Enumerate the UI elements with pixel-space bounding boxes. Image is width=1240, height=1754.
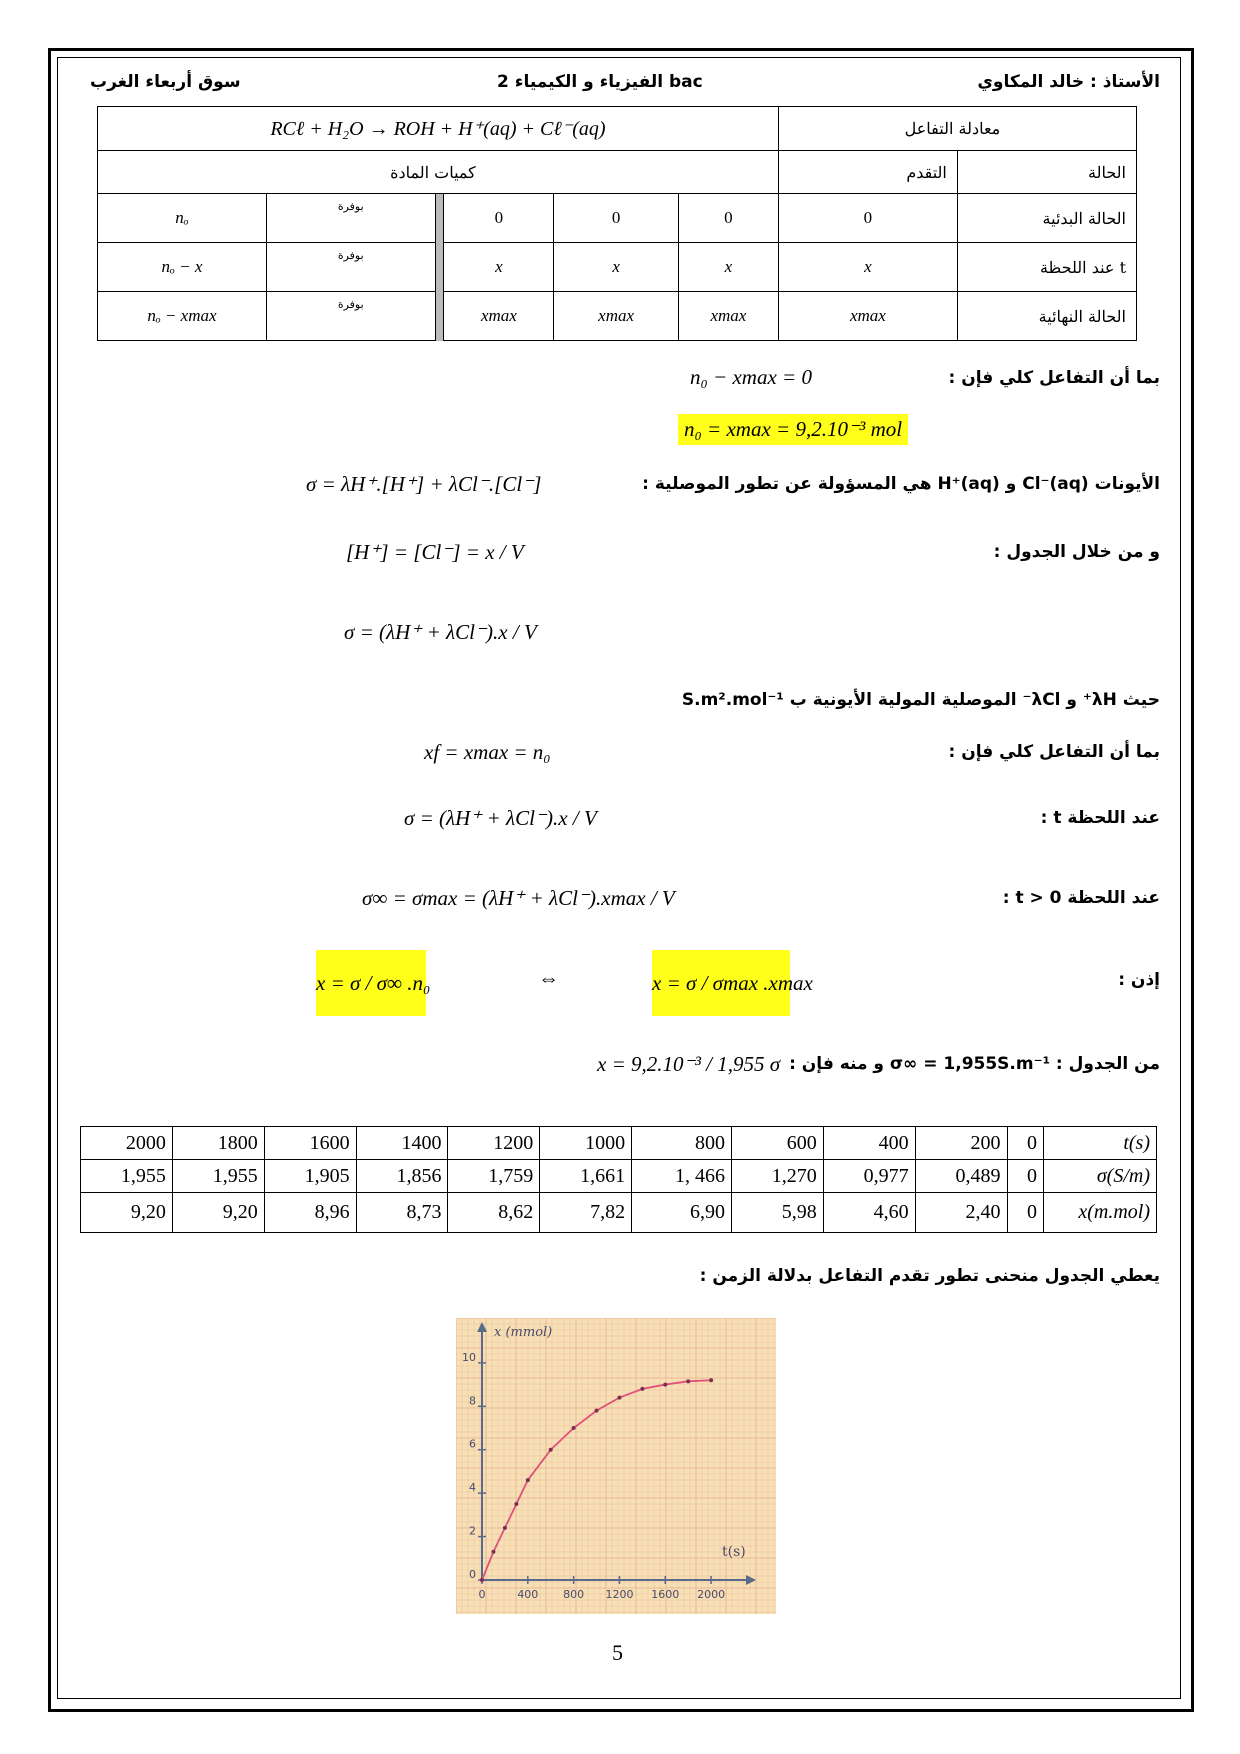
eq-x-sigma-inf: x = σ / σ∞ .n₀ <box>316 950 426 1016</box>
quantities-label: كميات المادة <box>98 151 779 194</box>
cl-final: xmax <box>678 292 778 341</box>
roh-final: xmax <box>444 292 554 341</box>
data-point <box>686 1379 690 1383</box>
advance-cell: 4,60 <box>823 1193 915 1233</box>
from-table-text: و من خلال الجدول : <box>993 542 1160 562</box>
data-point <box>526 1478 530 1482</box>
water-excess: بوفرة <box>266 292 435 341</box>
equivalence-symbol: ⇔ <box>538 966 559 990</box>
x-tick-label: 0 <box>478 1588 486 1601</box>
advance-cell: 5,98 <box>731 1193 823 1233</box>
conductivity-cell: 1,955 <box>81 1160 173 1193</box>
time-cell: 2000 <box>81 1127 173 1160</box>
conductivity-cell: 1,270 <box>731 1160 823 1193</box>
at-t-text: عند اللحظة t : <box>1040 808 1160 828</box>
x-tick-label: 1200 <box>605 1588 634 1601</box>
eq-x-final: x = 9,2.10⁻³ / 1,955 σ <box>597 1052 781 1076</box>
ions-text: الأيونات Cl⁻(aq) و H⁺(aq) هي المسؤولة عن تطور الموصلية : <box>642 474 1160 494</box>
progress-chart <box>456 1318 776 1614</box>
column-separator <box>435 292 444 341</box>
time-cell: 1400 <box>356 1127 448 1160</box>
time-cell: 1000 <box>540 1127 632 1160</box>
rcl-t: nₒ − x <box>98 243 267 292</box>
where-text: حيث λH⁺ و λCl⁻ الموصلية المولية الأيونية ب S.m².mol⁻¹ <box>681 690 1160 710</box>
at-t0-text: عند اللحظة t > 0 : <box>1002 888 1160 908</box>
state-t: عند اللحظة t <box>957 243 1136 292</box>
conductivity-cell: 1,759 <box>448 1160 540 1193</box>
advance-cell: 0 <box>1007 1193 1043 1233</box>
conductivity-cell: 1,856 <box>356 1160 448 1193</box>
teacher-name: الأستاذ : خالد المكاوي <box>977 72 1160 92</box>
advance-cell: 8,62 <box>448 1193 540 1233</box>
data-point <box>709 1378 713 1382</box>
reaction-equation: RCℓ + H₂O → ROH + H⁺(aq) + Cℓ⁻(aq) <box>98 107 779 151</box>
curve-intro-text: يعطي الجدول منحنى تطور تقدم التفاعل بدلالة الزمن : <box>699 1266 1160 1286</box>
conductivity-cell: 1, 466 <box>632 1160 732 1193</box>
time-cell: 0 <box>1007 1127 1043 1160</box>
eq-sigma-inf: σ∞ = σmax = (λH⁺ + λCl⁻).xmax / V <box>362 886 675 910</box>
conductivity-cell: 0,977 <box>823 1160 915 1193</box>
y-tick-label: 6 <box>469 1437 476 1451</box>
page-number: 5 <box>612 1640 623 1665</box>
time-cell: 1200 <box>448 1127 540 1160</box>
advance-label: التقدم <box>778 151 957 194</box>
advance-cell: 7,82 <box>540 1193 632 1233</box>
roh-t: x <box>444 243 554 292</box>
state-final: الحالة النهائية <box>957 292 1136 341</box>
state-label: الحالة <box>957 151 1136 194</box>
eq-n0-minus-xmax: n₀ − xmax = 0 <box>690 365 812 389</box>
advance-cell: 6,90 <box>632 1193 732 1233</box>
advance-cell: 8,73 <box>356 1193 448 1233</box>
eq-sigma-x: σ = (λH⁺ + λCl⁻).x / V <box>344 620 537 644</box>
x-tick-label: 1600 <box>651 1588 680 1601</box>
conductivity-header: σ(S/m) <box>1044 1160 1157 1193</box>
data-point <box>572 1426 576 1430</box>
water-excess: بوفرة <box>266 194 435 243</box>
data-point <box>617 1396 621 1400</box>
data-point <box>491 1550 495 1554</box>
data-point <box>549 1448 553 1452</box>
data-point <box>514 1502 518 1506</box>
data-point <box>595 1409 599 1413</box>
advance-final: xmax <box>778 292 957 341</box>
data-point <box>503 1526 507 1530</box>
column-separator <box>435 243 444 292</box>
roh-initial: 0 <box>444 194 554 243</box>
y-axis-label: x (mmol) <box>494 1325 553 1340</box>
y-tick-label: 0 <box>469 1568 476 1581</box>
advance-header: x(m.mol) <box>1044 1193 1157 1233</box>
y-tick-label: 8 <box>469 1394 476 1408</box>
time-cell: 1600 <box>264 1127 356 1160</box>
total-reaction-text: بما أن التفاعل كلي فإن : <box>948 368 1160 388</box>
x-tick-label: 800 <box>563 1588 585 1601</box>
conductivity-cell: 0,489 <box>915 1160 1007 1193</box>
eq-x-sigma-max: x = σ / σmax .xmax <box>652 950 790 1016</box>
table-row <box>81 1127 1157 1160</box>
cl-t: x <box>678 243 778 292</box>
progress-chart-svg <box>456 1318 776 1614</box>
from-table-text-2: من الجدول : σ∞ = 1,955S.m⁻¹ و منه فإن : <box>789 1054 1160 1074</box>
x-tick-label: 400 <box>517 1588 539 1601</box>
data-point <box>663 1383 667 1387</box>
eq-sigma-general: σ = λH⁺.[H⁺] + λCl⁻.[Cl⁻] <box>306 472 542 496</box>
time-header: t(s) <box>1044 1127 1157 1160</box>
time-cell: 1800 <box>172 1127 264 1160</box>
equation-label: معادلة التفاعل <box>778 107 1136 151</box>
rcl-final: nₒ − xmax <box>98 292 267 341</box>
conductivity-cell: 1,661 <box>540 1160 632 1193</box>
h-initial: 0 <box>554 194 679 243</box>
time-cell: 200 <box>915 1127 1007 1160</box>
state-initial: الحالة البدئية <box>957 194 1136 243</box>
advance-cell: 8,96 <box>264 1193 356 1233</box>
column-separator <box>435 194 444 243</box>
time-cell: 400 <box>823 1127 915 1160</box>
advance-cell: 9,20 <box>172 1193 264 1233</box>
conductivity-cell: 0 <box>1007 1160 1043 1193</box>
h-t: x <box>554 243 679 292</box>
time-cell: 800 <box>632 1127 732 1160</box>
cl-initial: 0 <box>678 194 778 243</box>
eq-xf: xf = xmax = n₀ <box>424 740 551 764</box>
subject-title: الفيزياء و الكيمياء 2 bac <box>497 72 703 92</box>
x-axis-label: t(s) <box>722 1544 746 1560</box>
water-excess: بوفرة <box>266 243 435 292</box>
data-point <box>640 1387 644 1391</box>
advance-t: x <box>778 243 957 292</box>
advance-cell: 9,20 <box>81 1193 173 1233</box>
table-row <box>81 1193 1157 1233</box>
table-row <box>81 1160 1157 1193</box>
h-final: xmax <box>554 292 679 341</box>
school-name: سوق أربعاء الغرب <box>90 72 241 92</box>
conductivity-cell: 1,905 <box>264 1160 356 1193</box>
progress-table <box>97 106 1137 341</box>
measurements-table <box>80 1126 1157 1233</box>
y-tick-label: 4 <box>469 1481 476 1495</box>
conductivity-cell: 1,955 <box>172 1160 264 1193</box>
time-cell: 600 <box>731 1127 823 1160</box>
then-text: إذن : <box>1118 970 1160 990</box>
eq-sigma-t: σ = (λH⁺ + λCl⁻).x / V <box>404 806 597 830</box>
total-reaction-text-2: بما أن التفاعل كلي فإن : <box>948 742 1160 762</box>
x-axis-arrow <box>746 1575 756 1585</box>
eq-n0-value: n₀ = xmax = 9,2.10⁻³ mol <box>678 414 908 445</box>
rcl-initial: nₒ <box>98 194 267 243</box>
y-tick-label: 2 <box>469 1524 476 1538</box>
advance-initial: 0 <box>778 194 957 243</box>
x-tick-label: 2000 <box>697 1588 726 1601</box>
eq-concentrations: [H⁺] = [Cl⁻] = x / V <box>346 540 524 564</box>
y-tick-label: 10 <box>462 1350 476 1364</box>
advance-cell: 2,40 <box>915 1193 1007 1233</box>
data-point <box>480 1578 484 1582</box>
